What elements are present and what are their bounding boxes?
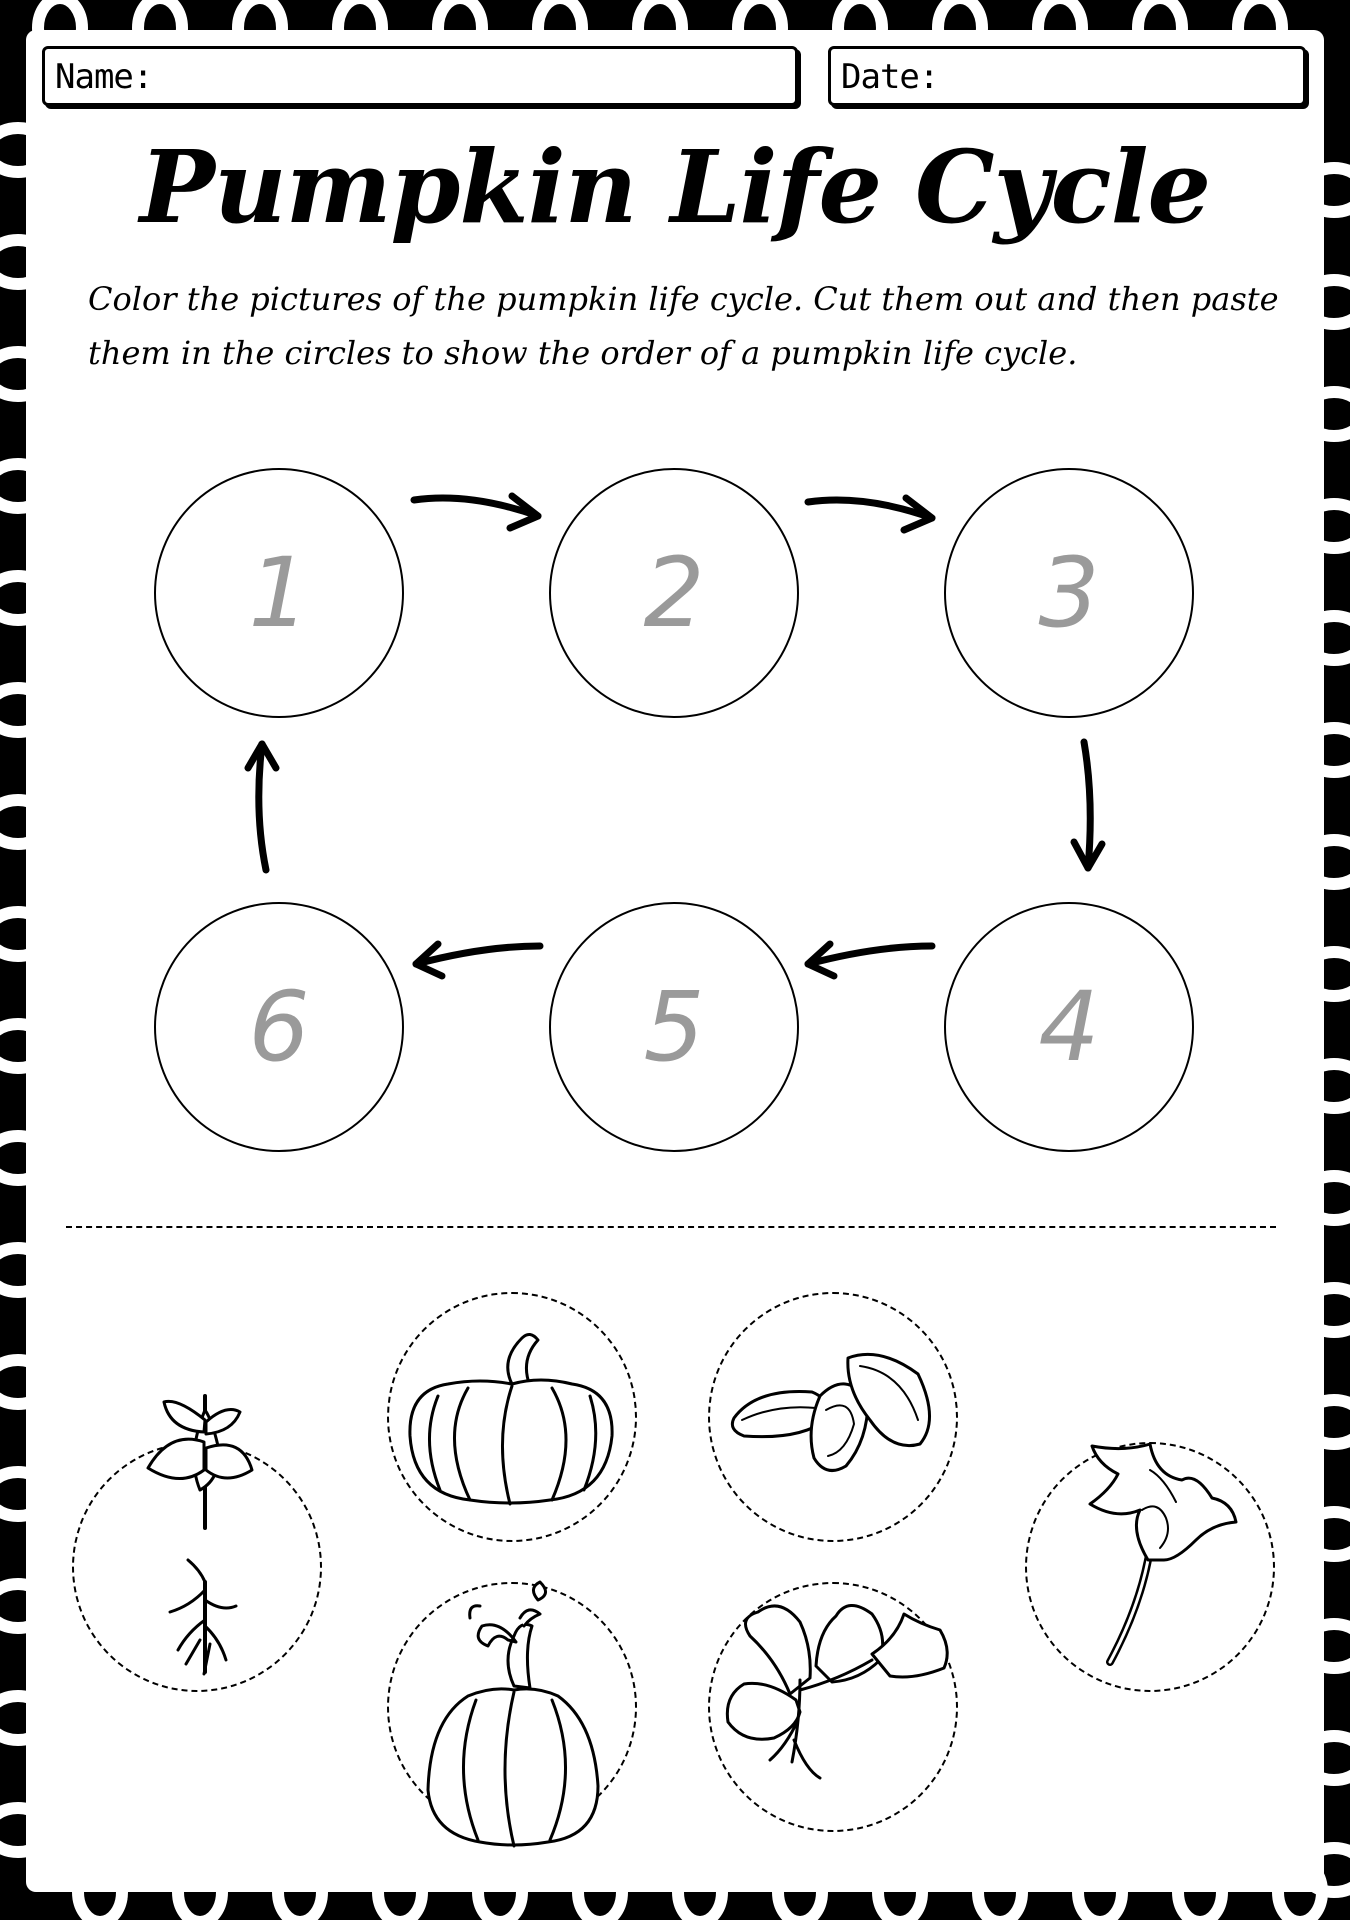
date-label: Date: [841,57,939,97]
circle-number-5: 5 [643,971,705,1083]
cycle-circle-4 [944,902,1194,1152]
circle-number-2: 2 [643,537,705,649]
cutout-1[interactable] [72,1442,322,1692]
instructions-line-1: Color the pictures of the pumpkin life cycle. Cut them out and then paste [88,280,1279,318]
circle-number-3: 3 [1038,537,1100,649]
cycle-circle-3 [944,468,1194,718]
circle-number-4: 4 [1038,971,1100,1083]
cut-line [66,1226,1276,1228]
cycle-circle-1 [154,468,404,718]
circle-number-6: 6 [248,971,310,1083]
cutout-5[interactable] [387,1582,637,1832]
date-field[interactable] [828,46,1306,106]
name-field[interactable] [42,46,798,106]
cycle-circle-5 [549,902,799,1152]
page-title: Pumpkin Life Cycle [139,128,1211,246]
cutout-3[interactable] [708,1292,958,1542]
cycle-circle-2 [549,468,799,718]
cutout-6[interactable] [708,1582,958,1832]
cutout-2[interactable] [387,1292,637,1542]
instructions-line-2: them in the circles to show the order of a pumpkin life cycle. [88,334,1078,372]
name-label: Name: [55,57,153,97]
cutout-4[interactable] [1025,1442,1275,1692]
cycle-circle-6 [154,902,404,1152]
instructions [88,272,1288,380]
circle-number-1: 1 [248,537,310,649]
